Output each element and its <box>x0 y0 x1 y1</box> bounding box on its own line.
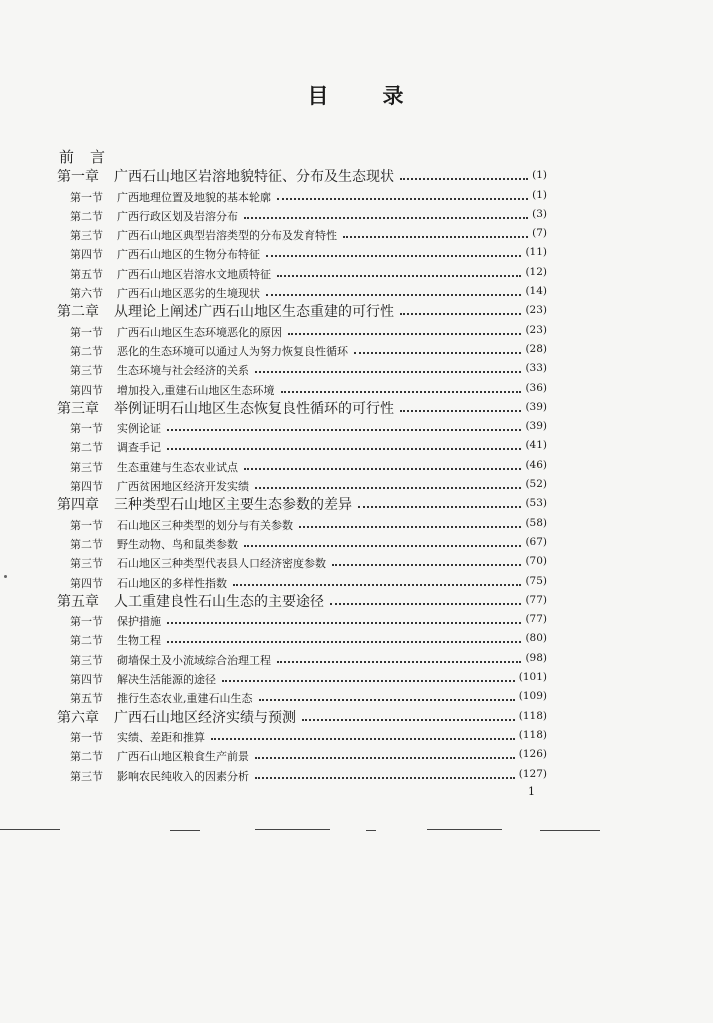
dot-leader <box>244 468 521 470</box>
section-number: 第三节 <box>70 557 103 571</box>
scan-artifact-line <box>255 829 330 830</box>
section-number: 第二节 <box>70 344 103 358</box>
section-title: 生态重建与生态农业试点 <box>117 460 238 474</box>
toc-chapter-row <box>0 165 713 184</box>
dot-leader <box>354 352 521 354</box>
section-title: 实例论证 <box>117 422 161 436</box>
section-title: 广西石山地区典型岩溶类型的分布及发育特性 <box>117 229 337 243</box>
chapter-page-ref: (23) <box>525 304 547 317</box>
scan-artifact-dot <box>4 575 7 578</box>
dot-leader <box>281 391 521 393</box>
section-page-ref: (41) <box>525 439 547 452</box>
section-page-ref: (109) <box>518 690 547 703</box>
dot-leader <box>255 757 515 759</box>
chapter-page-ref: (1) <box>532 169 547 182</box>
section-title: 生物工程 <box>117 634 161 648</box>
page-title <box>0 80 713 110</box>
section-page-ref: (12) <box>525 265 547 278</box>
dot-leader <box>277 275 521 277</box>
dot-leader <box>255 777 515 779</box>
dot-leader <box>167 448 521 450</box>
section-number: 第六节 <box>70 287 103 301</box>
scan-artifact-line <box>0 829 60 830</box>
section-title: 生态环境与社会经济的关系 <box>117 364 249 378</box>
section-number: 第四节 <box>70 383 103 397</box>
section-title: 解决生活能源的途径 <box>117 673 216 687</box>
scan-artifact-line <box>540 830 600 831</box>
section-title: 野生动物、鸟和鼠类参数 <box>117 537 238 551</box>
title-char-right: 录 <box>382 84 406 108</box>
dot-leader <box>302 719 515 721</box>
chapter-title: 广西石山地区岩溶地貌特征、分布及生态现状 <box>114 169 394 186</box>
dot-leader <box>332 564 521 566</box>
toc-section-row <box>0 223 713 242</box>
toc-section-row <box>0 609 713 628</box>
table-of-contents <box>0 146 713 783</box>
chapter-number: 第四章 <box>57 497 99 514</box>
section-number: 第一节 <box>70 518 103 532</box>
toc-section-row <box>0 628 713 647</box>
section-page-ref: (58) <box>525 516 547 529</box>
dot-leader <box>266 294 521 296</box>
toc-section-row <box>0 378 713 397</box>
dot-leader <box>400 313 521 315</box>
toc-chapter-row <box>0 397 713 416</box>
section-number: 第五节 <box>70 692 103 706</box>
section-number: 第二节 <box>70 537 103 551</box>
section-number: 第三节 <box>70 769 103 783</box>
dot-leader <box>277 661 521 663</box>
toc-section-row <box>0 764 713 783</box>
toc-section-row <box>0 532 713 551</box>
section-number: 第四节 <box>70 248 103 262</box>
chapter-title: 人工重建良性石山生态的主要途径 <box>114 593 324 610</box>
section-number: 第二节 <box>70 750 103 764</box>
chapter-number: 第三章 <box>57 400 99 417</box>
toc-chapter-row <box>0 300 713 319</box>
section-title: 广西石山地区岩溶水文地质特征 <box>117 267 271 281</box>
dot-leader <box>233 584 521 586</box>
dot-leader <box>259 699 515 701</box>
chapter-page-ref: (39) <box>525 400 547 413</box>
toc-section-row <box>0 435 713 454</box>
section-title: 石山地区三种类型的划分与有关参数 <box>117 518 293 532</box>
toc-section-row <box>0 358 713 377</box>
dot-leader <box>244 545 521 547</box>
section-page-ref: (28) <box>525 342 547 355</box>
dot-leader <box>277 198 528 200</box>
section-number: 第二节 <box>70 209 103 223</box>
section-page-ref: (127) <box>518 767 547 780</box>
dot-leader <box>244 217 528 219</box>
section-page-ref: (98) <box>525 651 547 664</box>
dot-leader <box>288 333 521 335</box>
section-number: 第二节 <box>70 441 103 455</box>
toc-section-row <box>0 416 713 435</box>
dot-leader <box>343 236 528 238</box>
section-number: 第四节 <box>70 673 103 687</box>
section-page-ref: (118) <box>518 728 547 741</box>
chapter-page-ref: (77) <box>525 593 547 606</box>
toc-chapter-row <box>0 706 713 725</box>
chapter-title: 举例证明石山地区生态恢复良性循环的可行性 <box>114 400 394 417</box>
section-page-ref: (101) <box>518 671 547 684</box>
section-page-ref: (46) <box>525 458 547 471</box>
toc-section-row <box>0 474 713 493</box>
section-page-ref: (14) <box>525 285 547 298</box>
preface-heading: 前言 <box>59 148 122 166</box>
section-page-ref: (1) <box>532 188 547 201</box>
dot-leader <box>211 738 515 740</box>
scan-artifact-line <box>366 830 376 831</box>
section-number: 第三节 <box>70 653 103 667</box>
toc-section-row <box>0 320 713 339</box>
section-title: 恶化的生态环境可以通过人为努力恢复良性循环 <box>117 344 348 358</box>
toc-chapter-row <box>0 493 713 512</box>
toc-section-row <box>0 185 713 204</box>
section-page-ref: (3) <box>532 207 547 220</box>
section-page-ref: (67) <box>525 535 547 548</box>
section-number: 第三节 <box>70 364 103 378</box>
section-number: 第五节 <box>70 267 103 281</box>
section-number: 第三节 <box>70 460 103 474</box>
title-char-left: 目 <box>307 84 331 108</box>
section-title: 广西贫困地区经济开发实绩 <box>117 480 249 494</box>
section-page-ref: (11) <box>525 246 547 259</box>
dot-leader <box>167 641 521 643</box>
dot-leader <box>255 487 521 489</box>
page-number: 1 <box>528 785 535 798</box>
toc-section-row <box>0 571 713 590</box>
section-title: 实绩、差距和推算 <box>117 730 205 744</box>
chapter-title: 从理论上阐述广西石山地区生态重建的可行性 <box>114 304 394 321</box>
section-number: 第一节 <box>70 730 103 744</box>
chapter-page-ref: (53) <box>525 497 547 510</box>
section-number: 第二节 <box>70 634 103 648</box>
section-page-ref: (23) <box>525 323 547 336</box>
section-page-ref: (70) <box>525 555 547 568</box>
chapter-number: 第二章 <box>57 304 99 321</box>
chapter-number: 第五章 <box>57 593 99 610</box>
toc-section-row <box>0 513 713 532</box>
section-title: 砌墙保土及小流域综合治理工程 <box>117 653 271 667</box>
toc-section-row <box>0 648 713 667</box>
chapter-number: 第六章 <box>57 709 99 726</box>
section-page-ref: (80) <box>525 632 547 645</box>
dot-leader <box>167 622 521 624</box>
scan-artifact-line <box>427 829 502 830</box>
section-number: 第三节 <box>70 229 103 243</box>
toc-section-row <box>0 281 713 300</box>
toc-section-row <box>0 262 713 281</box>
toc-section-row <box>0 744 713 763</box>
section-page-ref: (33) <box>525 362 547 375</box>
section-title: 广西石山地区恶劣的生境现状 <box>117 287 260 301</box>
dot-leader <box>222 680 515 682</box>
section-title: 保护措施 <box>117 615 161 629</box>
section-page-ref: (52) <box>525 478 547 491</box>
section-title: 增加投入,重建石山地区生态环境 <box>117 383 275 397</box>
dot-leader <box>266 255 521 257</box>
dot-leader <box>255 371 521 373</box>
toc-section-row <box>0 667 713 686</box>
section-title: 广西石山地区生态环境恶化的原因 <box>117 325 282 339</box>
chapter-title: 三种类型石山地区主要生态参数的差异 <box>114 497 352 514</box>
toc-section-row <box>0 551 713 570</box>
section-page-ref: (75) <box>525 574 547 587</box>
dot-leader <box>330 603 521 605</box>
section-title: 调查手记 <box>117 441 161 455</box>
scan-artifact-line <box>170 830 200 831</box>
toc-section-row <box>0 242 713 261</box>
section-page-ref: (39) <box>525 420 547 433</box>
dot-leader <box>400 410 521 412</box>
toc-section-row <box>0 725 713 744</box>
toc-section-row <box>0 686 713 705</box>
section-title: 广西石山地区粮食生产前景 <box>117 750 249 764</box>
section-number: 第一节 <box>70 325 103 339</box>
dot-leader <box>167 429 521 431</box>
section-page-ref: (36) <box>525 381 547 394</box>
section-title: 石山地区三种类型代表县人口经济密度参数 <box>117 557 326 571</box>
toc-chapter-row <box>0 590 713 609</box>
section-page-ref: (7) <box>532 227 547 240</box>
section-title: 广西石山地区的生物分布特征 <box>117 248 260 262</box>
section-number: 第一节 <box>70 190 103 204</box>
section-title: 石山地区的多样性指数 <box>117 576 227 590</box>
toc-preface-row <box>0 146 713 165</box>
section-page-ref: (126) <box>518 748 547 761</box>
section-number: 第一节 <box>70 422 103 436</box>
section-page-ref: (77) <box>525 613 547 626</box>
section-title: 广西行政区划及岩溶分布 <box>117 209 238 223</box>
section-title: 推行生态农业,重建石山生态 <box>117 692 253 706</box>
chapter-number: 第一章 <box>57 169 99 186</box>
toc-section-row <box>0 455 713 474</box>
dot-leader <box>299 526 521 528</box>
section-title: 广西地理位置及地貌的基本轮廓 <box>117 190 271 204</box>
dot-leader <box>400 178 528 180</box>
section-number: 第一节 <box>70 615 103 629</box>
section-title: 影响农民纯收入的因素分析 <box>117 769 249 783</box>
chapter-title: 广西石山地区经济实绩与预测 <box>114 709 296 726</box>
dot-leader <box>358 506 521 508</box>
chapter-page-ref: (118) <box>518 709 547 722</box>
toc-section-row <box>0 339 713 358</box>
section-number: 第四节 <box>70 576 103 590</box>
section-number: 第四节 <box>70 480 103 494</box>
toc-section-row <box>0 204 713 223</box>
